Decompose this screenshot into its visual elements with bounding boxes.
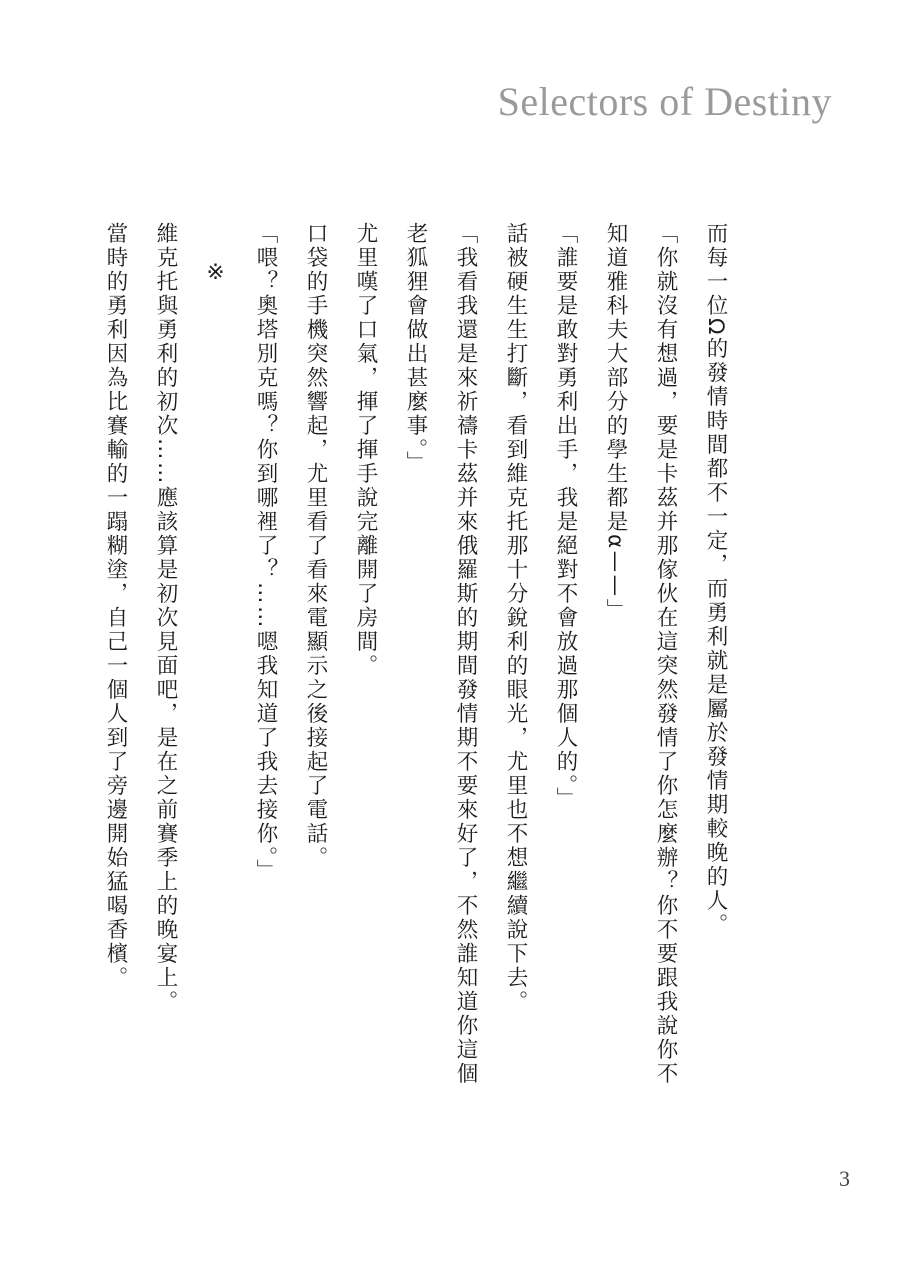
vertical-body-text bbox=[90, 222, 740, 1102]
paragraph: 「我看我還是來祈禱卡茲并來俄羅斯的期間發情期不要來好了，不然誰知道你這個老狐狸會做出甚麼事。」 bbox=[403, 222, 478, 1086]
paragraph: 「喂？奧塔別克嗎？你到哪裡了？……嗯我知道了我去接你。」 bbox=[253, 222, 278, 884]
paragraph: 維克托與勇利的初次……應該算是初次見面吧，是在之前賽季上的晚宴上。 bbox=[153, 222, 178, 1014]
paragraph: 當時的勇利因為比賽輸的一蹋糊塗，自己一個人到了旁邊開始猛喝香檳。 bbox=[103, 222, 128, 990]
paragraph: 「誰要是敢對勇利出手，我是絕對不會放過那個人的。」 bbox=[553, 222, 578, 812]
paragraph: 尤里嘆了口氣，揮了揮手說完離開了房間。 bbox=[353, 222, 378, 678]
paragraph: 「你就沒有想過，要是卡茲并那傢伙在這突然發情了你怎麼辦？你不要跟我說你不知道雅科夫大部分的學生都是α——」 bbox=[603, 222, 678, 1086]
paragraph: 口袋的手機突然響起，尤里看了看來電顯示之後接起了電話。 bbox=[303, 222, 328, 870]
scene-break-marker: ※ bbox=[203, 260, 228, 288]
page-number: 3 bbox=[839, 1166, 850, 1191]
paragraph: 話被硬生生打斷，看到維克托那十分銳利的眼光，尤里也不想繼續說下去。 bbox=[503, 222, 528, 1014]
paragraph: 而每一位Ω的發情時間都不一定，而勇利就是屬於發情期較晚的人。 bbox=[703, 222, 728, 937]
running-header-title: Selectors of Destiny bbox=[497, 79, 832, 124]
